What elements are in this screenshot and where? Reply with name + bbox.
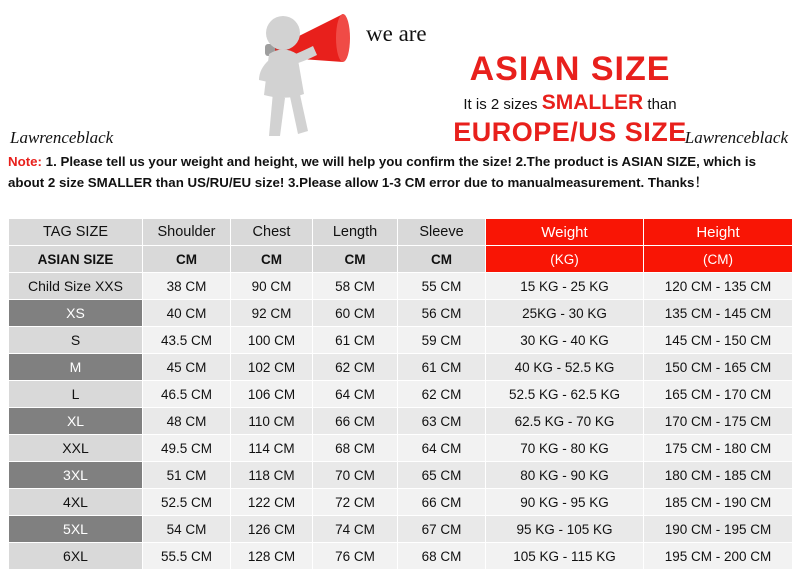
note-paragraph [8,152,792,193]
cell-tag-size: 5XL [9,516,143,543]
table-row [9,327,793,354]
cell-shoulder: 43.5 CM [143,327,231,354]
asian-size-title: ASIAN SIZE [469,50,671,89]
table-header-row-1 [9,219,793,246]
subheader-weight-unit: (KG) [486,246,644,273]
cell-shoulder: 54 CM [143,516,231,543]
subheader-asian-size: ASIAN SIZE [9,246,143,273]
smaller-note-line [360,91,780,115]
cell-height: 135 CM - 145 CM [644,300,793,327]
cell-length: 62 CM [313,354,398,381]
cell-shoulder: 38 CM [143,273,231,300]
table-row [9,354,793,381]
cell-chest: 90 CM [231,273,313,300]
cell-chest: 102 CM [231,354,313,381]
cell-chest: 114 CM [231,435,313,462]
table-body [9,273,793,570]
mid-prefix: It is 2 sizes [463,96,542,114]
cell-chest: 110 CM [231,408,313,435]
header-shoulder: Shoulder [143,219,231,246]
cell-length: 68 CM [313,435,398,462]
cell-length: 76 CM [313,543,398,570]
note-text: 1. Please tell us your weight and height, we will help you confirm the size! 2.The product is ASIAN SIZE, which is about 2 size SMALLER than US/RU/EU size! 3.Please allow 1-3 CM error due to manualmeasurement. Thanks！ [8,154,756,190]
cell-sleeve: 65 CM [398,462,486,489]
cell-sleeve: 68 CM [398,543,486,570]
cell-length: 64 CM [313,381,398,408]
cell-tag-size: Child Size XXS [9,273,143,300]
cell-length: 66 CM [313,408,398,435]
cell-weight: 90 KG - 95 KG [486,489,644,516]
header-tag-size: TAG SIZE [9,219,143,246]
cell-shoulder: 46.5 CM [143,381,231,408]
cell-length: 70 CM [313,462,398,489]
cell-height: 145 CM - 150 CM [644,327,793,354]
table-row [9,381,793,408]
cell-weight: 30 KG - 40 KG [486,327,644,354]
table-row [9,273,793,300]
cell-height: 150 CM - 165 CM [644,354,793,381]
cell-weight: 62.5 KG - 70 KG [486,408,644,435]
subheader-chest-unit: CM [231,246,313,273]
subheader-height-unit: (CM) [644,246,793,273]
table-row [9,543,793,570]
cell-tag-size: 6XL [9,543,143,570]
header-height: Height [644,219,793,246]
cell-sleeve: 62 CM [398,381,486,408]
cell-shoulder: 52.5 CM [143,489,231,516]
header-chest: Chest [231,219,313,246]
cell-tag-size: XL [9,408,143,435]
cell-tag-size: S [9,327,143,354]
cell-weight: 25KG - 30 KG [486,300,644,327]
cell-height: 180 CM - 185 CM [644,462,793,489]
mid-suffix: than [643,96,677,114]
cell-tag-size: M [9,354,143,381]
cell-chest: 128 CM [231,543,313,570]
cell-chest: 122 CM [231,489,313,516]
cell-chest: 126 CM [231,516,313,543]
cell-tag-size: 3XL [9,462,143,489]
cell-length: 58 CM [313,273,398,300]
cell-sleeve: 59 CM [398,327,486,354]
cell-weight: 80 KG - 90 KG [486,462,644,489]
cell-tag-size: L [9,381,143,408]
header-sleeve: Sleeve [398,219,486,246]
cell-weight: 95 KG - 105 KG [486,516,644,543]
table-row [9,408,793,435]
cell-length: 60 CM [313,300,398,327]
cell-height: 185 CM - 190 CM [644,489,793,516]
smaller-word: SMALLER [541,91,644,115]
cell-sleeve: 64 CM [398,435,486,462]
cell-height: 190 CM - 195 CM [644,516,793,543]
europe-us-size-title: EUROPE/US SIZE [453,117,687,148]
cell-sleeve: 55 CM [398,273,486,300]
hero-banner [0,0,800,148]
size-chart-table [8,218,793,570]
table-row [9,435,793,462]
cell-height: 195 CM - 200 CM [644,543,793,570]
cell-tag-size: 4XL [9,489,143,516]
cell-sleeve: 61 CM [398,354,486,381]
cell-shoulder: 45 CM [143,354,231,381]
cell-shoulder: 49.5 CM [143,435,231,462]
cell-sleeve: 66 CM [398,489,486,516]
cell-sleeve: 56 CM [398,300,486,327]
cell-sleeve: 63 CM [398,408,486,435]
note-label: Note: [8,154,42,169]
table-header-row-2 [9,246,793,273]
cell-height: 175 CM - 180 CM [644,435,793,462]
table-row [9,516,793,543]
cell-shoulder: 40 CM [143,300,231,327]
cell-sleeve: 67 CM [398,516,486,543]
subheader-shoulder-unit: CM [143,246,231,273]
cell-chest: 92 CM [231,300,313,327]
cell-tag-size: XS [9,300,143,327]
cell-chest: 118 CM [231,462,313,489]
watermark-left: Lawrenceblack [10,128,114,147]
subheader-length-unit: CM [313,246,398,273]
cell-tag-size: XXL [9,435,143,462]
cell-height: 170 CM - 175 CM [644,408,793,435]
header-length: Length [313,219,398,246]
cell-shoulder: 55.5 CM [143,543,231,570]
table-row [9,462,793,489]
we-are-text: we are [366,21,427,46]
cell-weight: 70 KG - 80 KG [486,435,644,462]
cell-length: 74 CM [313,516,398,543]
cell-weight: 15 KG - 25 KG [486,273,644,300]
subheader-sleeve-unit: CM [398,246,486,273]
table-row [9,489,793,516]
watermark-right: Lawrenceblack [684,128,788,147]
header-weight: Weight [486,219,644,246]
cell-length: 61 CM [313,327,398,354]
cell-height: 165 CM - 170 CM [644,381,793,408]
table-row [9,300,793,327]
cell-chest: 106 CM [231,381,313,408]
cell-weight: 105 KG - 115 KG [486,543,644,570]
cell-chest: 100 CM [231,327,313,354]
cell-shoulder: 48 CM [143,408,231,435]
cell-weight: 52.5 KG - 62.5 KG [486,381,644,408]
cell-height: 120 CM - 135 CM [644,273,793,300]
cell-weight: 40 KG - 52.5 KG [486,354,644,381]
cell-shoulder: 51 CM [143,462,231,489]
mascot-with-megaphone-icon [225,6,375,146]
cell-length: 72 CM [313,489,398,516]
